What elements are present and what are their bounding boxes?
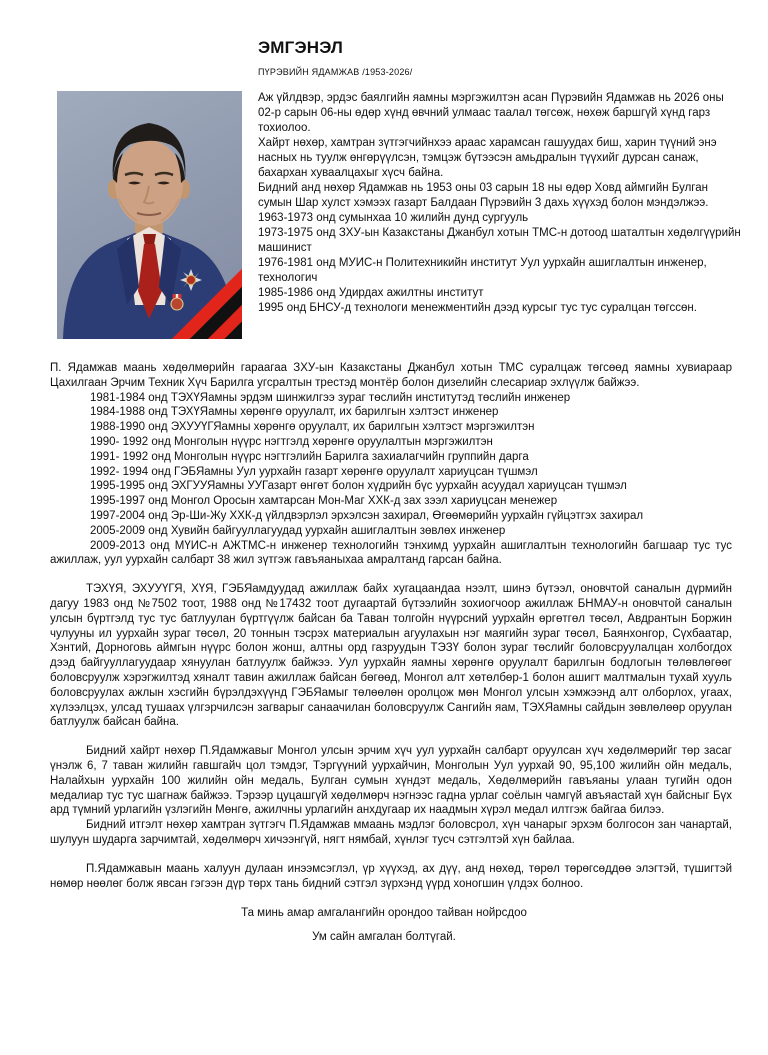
achievements-paragraph: ТЭХҮЯ, ЭХУУҮГЯ, ХҮЯ, ГЭБЯамдуудад ажиллаж байх хугацаандаа нээлт, шинэ бүтээл, оновчтой саналын дүрмийн дагуу 1983 онд №7502 тоот, 1988 онд №17432 тоот дугаартай бүтээлийн зохиогчоор ажиллаж БНМАУ-н оновчтой саналын улсын бүртгэлд тус тус батлуулан бүртгүүлж байсан ба Таван толгойн нүүрсний уурхайн өргөтгөл төсөл, Авдрантын Боржин чулууны ил уурхайн зураг төсөл, 20 тоннын тэсрэх материалын агуулахын нэг маягийн зураг төсөл, Баянхонгор, Сүхбаатар, Хэнтий, Дорноговь аймгын нүүрс болон жонш, алтны орд газруудын ТЭЗҮ болон зураг төслийг боловсруулалцан холбогдох дээд байгууллагуудаар хянуулан батлуулж байжээ. Уул уурхайн яамны хөрөнгө оруулалт барилгын бодлогын төлөвлөгөөг боловсруулж хэрэгжилтэд хяналт тавин ажиллаж байсан бөгөөд, Монгол алт хөтөлбөр-1 болон ашигт малтмалын тухай хууль боловсруулах ажлын хэсгийн бүрэлдэхүүнд ГЭБЯамыг төлөөлөн оролцож мөн Монгол улсын хэмжээнд алт олборлох, угаах, хүлээлцэх, улсад тушаах үлгэрчилсэн загварыг санаачилан боловсруулж Сангийн яам, ТЭХЯамны сайдын зөвлөлөөр оруулан батлуулж байсан байна. [50,583,732,729]
paragraph-gap [50,730,732,744]
career-section [50,361,732,891]
career-position: 2005-2009 онд Хувийн байгууллагуудад уурхайн ашиглалтын зөвлөх инженер [90,524,506,537]
intro-paragraph-1: Аж үйлдвэр, эрдэс баялгийн яамны мэргэжилтэн асан Пүрэвийн Ядамжав нь 2026 оны 02-р сарын 06-ны өдөр хүнд өвчний улмаас таалал төгсөж, нөхөж баршгүй хүнд гарз тохиолоо. [258,92,724,134]
portrait-illustration [57,91,242,339]
paragraph-gap [50,848,732,862]
closing-line-1: Та минь амар амгалангийн орондоо тайван нойрсдоо [241,907,527,920]
career-position: 1995-1997 онд Монгол Оросын хамтарсан Мон-Маг ХХК-д зах зээл хариуцсан менежер [90,495,558,508]
page-title: ЭМГЭНЭЛ [258,38,344,57]
career-position: 1991- 1992 онд Монголын нүүрс нэгтгэлийн Барилга захиалагчийн группийн дарга [90,450,529,463]
career-position: 2009-2013 онд МҮИС-н АЖТМС-н инженер технологийн тэнхимд уурхайн ашиглалтын технологийн багшаар тус тус ажиллаж, уул уурхайн салбарт 38 жил зүтгэж гавъяаныхаа амралтанд гарсан байна. [50,539,732,567]
education-item: 1963-1973 онд сумынхаа 10 жилийн дунд сургууль [258,212,529,224]
biography-column [258,91,742,339]
career-position: 1997-2004 онд Эр-Ши-Жу ХХК-д үйлдвэрлэл эрхэлсэн захирал, Өгөөмөрийн уурхайн гүйцэтгэх захирал [90,509,644,522]
document-header [0,0,768,77]
education-item: 1976-1981 онд МУИС-н Политехникийн институт Уул уурхайн ашиглалтын инженер, технологич [258,257,707,284]
awards-paragraph: Бидний хайрт нөхөр П.Ядамжавыг Монгол улсын эрчим хүч уул уурхайн салбарт оруулсан хүч хөдөлмөрийг төр засаг үнэлж 6, 7 таван жилийн гавшгайч цол тэмдэг, Тэргүүний уурхайчин, Монголын Уул уурхай 90, 95,100 жилийн ойн медаль, Налайхын уурхайн 100 жилийн ойн медаль, Булган сумын хүндэт медаль, Хөдөлмөрийн гавъяаны улаан тугийн одон медалиар тус тус шагнаж байжээ. Тэрээр цуцашгүй хөдөлмөрч нэгнээс гадна урлаг соёлын чамгүй авъяастай хүн байсныг Бүх ард түмний урлагийн үзлэгийн Мөнгө, ажилчны урлагийн анхдугаар их наадмын хүрэл медал илтгэж байгаа билээ. [50,745,732,817]
character-paragraph: Бидний итгэлт нөхөр хамтран зүтгэгч П.Ядамжав ммаань мэдлэг боловсрол, хүн чанарыг эрхэм болгосон зан чанартай, шулуун шударга зарчимтай, хөдөлмөрч хичээнгүй, нягт нямбай, хүнлэг тусч сэтгэлтэй хүн байлаа. [50,819,732,846]
education-item: 1973-1975 онд ЗХУ-ын Казакстаны Джанбул хотын ТМС-н дотоод шаталтын хөдөлгүүрийн машинист [258,227,741,254]
career-position: 1990- 1992 онд Монголын нүүрс нэгтгэлд хөрөнгө оруулалтын мэргэжилтэн [90,435,493,448]
career-position: 1988-1990 онд ЭХУУҮГЯамны хөрөнгө оруулалт, их барилгын хэлтэст мэргэжилтэн [90,421,535,434]
tie [143,234,156,245]
education-item: 1985-1986 онд Удирдах ажилтны институт [258,287,484,299]
closing-line-2: Ум сайн амгалан болтүгай. [312,931,456,944]
deceased-name-and-years: ПҮРЭВИЙН ЯДАМЖАВ /1953-2026/ [258,67,413,77]
career-position: 1984-1988 онд ТЭХҮЯамны хөрөнгө оруулалт, их барилгын хэлтэст инженер [90,406,499,419]
portrait-photo [57,91,242,339]
career-position: 1981-1984 онд ТЭХҮЯамны эрдэм шинжилгээ зураг төслийн институтэд төслийн инженер [90,391,571,404]
remembrance-paragraph: П.Ядамжавын маань халуун дулаан инээмсэглэл, үр хүүхэд, ах дүү, анд нөхөд, төрөл төрөгсөддөө элэгтэй, түшигтэй нөмөр нөөлөг болж явсан гэгээн дүр төрх тань бидний сэтгэл зүрхэнд үүрд хоногшин үлдэх болноо. [50,862,732,890]
career-position: 1995-1995 онд ЭХГУУЯамны УУГазарт өнгөт болон хүдрийн бүс уурхайн асуудал хариуцсан түшмэл [90,480,627,493]
small-medal-icon [171,294,183,310]
education-item: 1995 онд БНСУ-д технологи менежментийн дээд курсыг тус тус суралцан төгссөн. [258,302,697,314]
intro-paragraph-2: Хайрт нөхөр, хамтран зүтгэгчийнхээ араас харамсан гашуудах биш, харин түүний энэ насных нь туулж өнгөрүүлсэн, тэмцэж бүтээсэн амьдралын түүхийг дурсан санаж, бахархан хуваалцахыг хүсч байна. [258,137,717,179]
intro-paragraph-3: Бидний анд нөхөр Ядамжав нь 1953 оны 03 сарын 18 ны өдөр Ховд аймгийн Булган сумын Шар хулст хэмээх газарт Балдаан Пүрэвийн 3 дахь хүүхэд болон мэндэлжээ. [258,182,709,209]
career-position: 1992- 1994 онд ГЭБЯамны Уул уурхайн газарт хөрөнгө оруулалт хариуцсан түшмэл [90,465,538,478]
closing-section [0,907,768,943]
face [115,140,183,226]
paragraph-gap [50,568,732,582]
top-section [57,91,742,339]
career-lead-paragraph: П. Ядамжав маань хөдөлмөрийн гараагаа ЗХУ-ын Казакстаны Джанбул хотын ТМС суралцаж төгсөөд яамны хувиараар Цахилгаан Эрчим Техник Хүч Барилга угсралтын трестэд монтёр болон дизелийн слесариар эхлүүлж байжээ. [50,362,732,389]
